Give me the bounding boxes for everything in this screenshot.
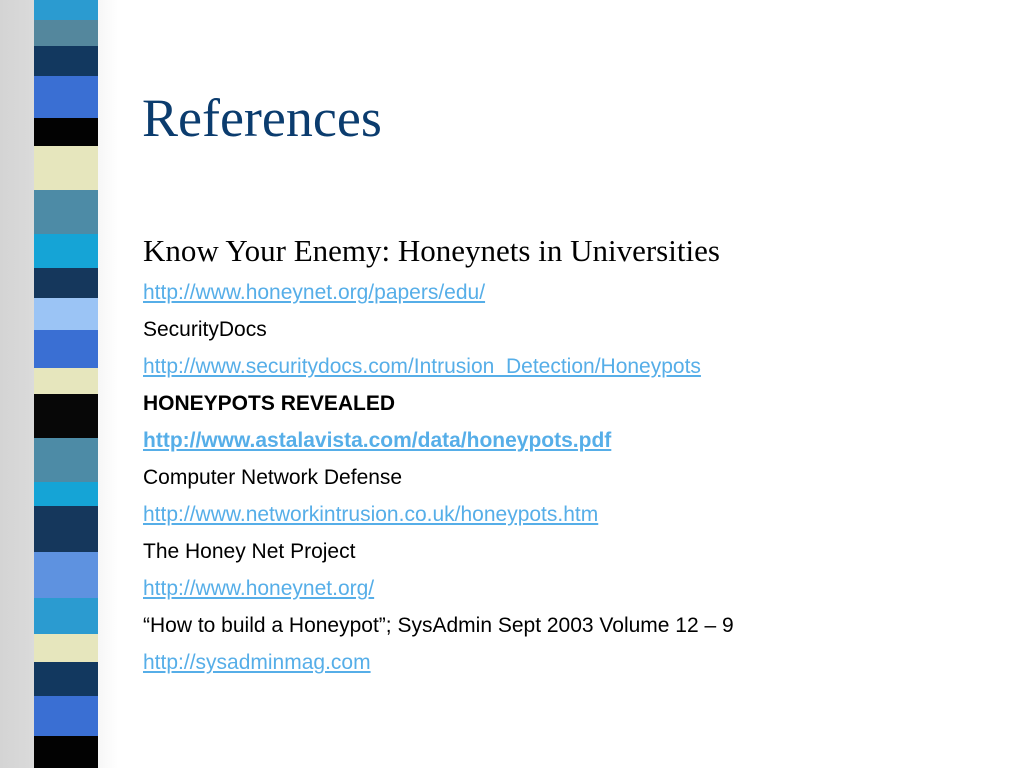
stripe-block (34, 234, 98, 268)
stripe-block (34, 268, 98, 298)
stripe-block (34, 0, 98, 20)
stripe-block (34, 368, 98, 394)
reference-link-securitydocs[interactable]: http://www.securitydocs.com/Intrusion_Detection/Honeypots (143, 355, 701, 378)
stripe-block (34, 190, 98, 234)
stripe-block (34, 118, 98, 146)
reference-title-computer-network-defense: Computer Network Defense (143, 466, 403, 489)
reference-list (143, 228, 1003, 681)
stripe-block (34, 634, 98, 662)
stripe-block (34, 146, 98, 190)
stripe-block (34, 76, 98, 118)
stripe-block (34, 736, 98, 768)
stripe-block (34, 330, 98, 368)
reference-link-sysadminmag[interactable]: http://sysadminmag.com (143, 651, 371, 674)
reference-title-securitydocs: SecurityDocs (143, 318, 267, 341)
stripe-block (34, 438, 98, 482)
reference-link-networkintrusion[interactable]: http://www.networkintrusion.co.uk/honeypots.htm (143, 503, 599, 526)
stripe-block (34, 506, 98, 552)
stripe-block (34, 696, 98, 736)
reference-title-honeypots-revealed: HONEYPOTS REVEALED (143, 392, 396, 415)
stripe-block (34, 46, 98, 76)
reference-link-honeynet-edu[interactable]: http://www.honeynet.org/papers/edu/ (143, 281, 486, 304)
decorative-stripe (34, 0, 98, 768)
stripe-block (34, 598, 98, 634)
reference-link-astalavista[interactable]: http://www.astalavista.com/data/honeypots.pdf (143, 429, 612, 452)
stripe-block (34, 552, 98, 598)
stripe-block (34, 394, 98, 438)
reference-title-sysadmin-article: “How to build a Honeypot”; SysAdmin Sept 2003 Volume 12 – 9 (143, 614, 734, 637)
reference-title-know-your-enemy: Know Your Enemy: Honeynets in Universities (143, 233, 720, 268)
stripe-block (34, 662, 98, 696)
reference-title-honey-net-project: The Honey Net Project (143, 540, 356, 563)
reference-link-honeynet[interactable]: http://www.honeynet.org/ (143, 577, 375, 600)
stripe-block (34, 20, 98, 46)
stripe-block (34, 298, 98, 330)
stripe-block (34, 482, 98, 506)
slide-title: References (142, 88, 382, 148)
